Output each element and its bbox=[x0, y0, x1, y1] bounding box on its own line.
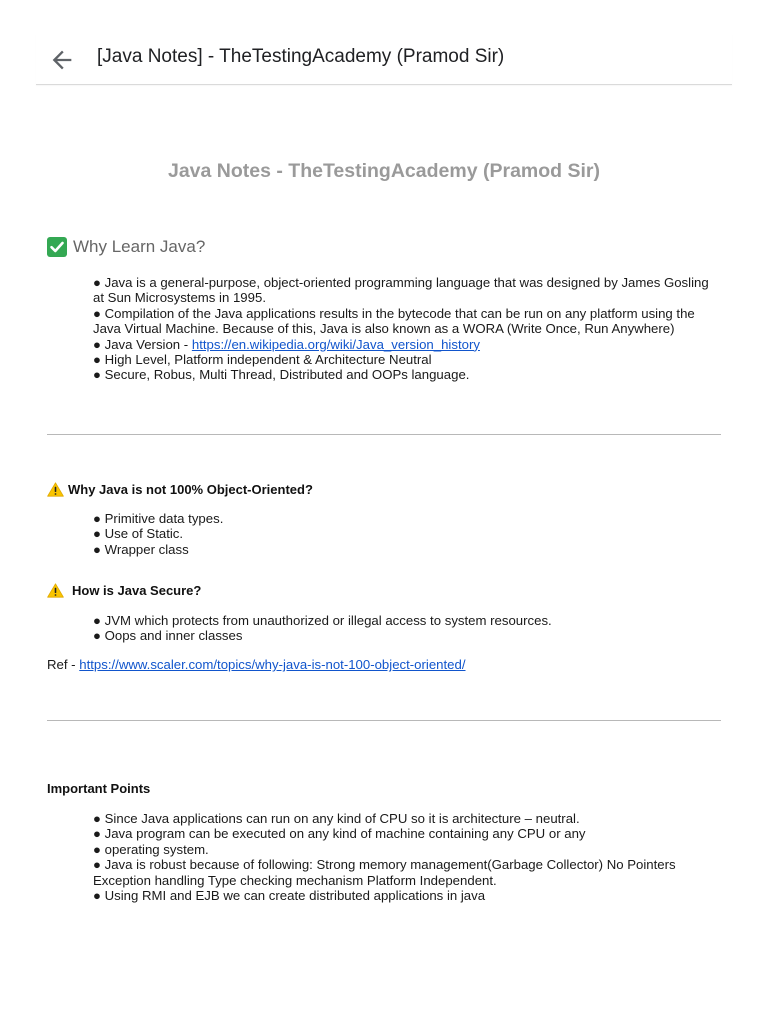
list-item: ● Java is robust because of following: Strong memory management(Garbage Collector) No Pointers Exception handling Type checking mechanism Platform Independent. bbox=[93, 857, 676, 888]
list-item: ● Since Java applications can run on any kind of CPU so it is architecture – neutral. bbox=[93, 811, 580, 826]
app-bar-title: [Java Notes] - TheTestingAcademy (Pramod Sir) bbox=[97, 46, 505, 67]
check-mark-icon bbox=[47, 237, 67, 257]
list-item: ● Java program can be executed on any kind of machine containing any CPU or any bbox=[93, 826, 586, 842]
why-learn-list bbox=[93, 275, 723, 383]
warning-icon bbox=[47, 482, 64, 497]
list-item: ● High Level, Platform independent & Architecture Neutral bbox=[93, 352, 432, 368]
list-item: ● Java is a general-purpose, object-oriented programming language that was designed by James Gosling at Sun Microsystems in 1995. bbox=[93, 275, 709, 306]
reference-prefix: Ref - bbox=[47, 657, 80, 672]
list-item: ● Wrapper class bbox=[93, 541, 189, 557]
back-button[interactable] bbox=[48, 46, 76, 74]
not-oo-heading bbox=[47, 482, 313, 497]
list-item-java-version bbox=[93, 337, 723, 352]
secure-heading-text: How is Java Secure? bbox=[72, 583, 202, 598]
secure-heading bbox=[47, 583, 201, 598]
secure-list bbox=[93, 613, 723, 644]
list-item: ● Oops and inner classes bbox=[93, 628, 243, 644]
why-learn-heading-text: Why Learn Java? bbox=[73, 237, 206, 256]
not-oo-heading-text: Why Java is not 100% Object-Oriented? bbox=[68, 482, 313, 497]
divider bbox=[47, 434, 721, 435]
list-item: ● Compilation of the Java applications results in the bytecode that can be run on any platform using the Java Virtual Machine. Because of this, Java is also known as a WORA (Write Once, Run Anywhere) bbox=[93, 305, 695, 337]
document-title: Java Notes - TheTestingAcademy (Pramod Sir) bbox=[167, 160, 600, 182]
arrow-back-icon bbox=[48, 46, 76, 74]
list-item: ● JVM which protects from unauthorized or illegal access to system resources. bbox=[93, 613, 552, 628]
list-item: ● operating system. bbox=[93, 841, 209, 857]
divider bbox=[47, 720, 721, 721]
important-list bbox=[93, 811, 723, 903]
app-bar bbox=[36, 34, 732, 85]
not-oo-list bbox=[93, 511, 723, 557]
reference-line bbox=[47, 657, 466, 672]
important-heading: Important Points bbox=[47, 781, 151, 796]
reference-link[interactable]: https://www.scaler.com/topics/why-java-is-not-100-object-oriented/ bbox=[79, 657, 466, 672]
list-item: ● Use of Static. bbox=[93, 526, 184, 542]
why-learn-heading bbox=[47, 237, 205, 257]
java-version-link[interactable]: https://en.wikipedia.org/wiki/Java_version_history bbox=[191, 336, 480, 352]
list-item: ● Primitive data types. bbox=[93, 511, 224, 526]
list-item: ● Using RMI and EJB we can create distributed applications in java bbox=[93, 888, 486, 904]
list-item: ● Secure, Robus, Multi Thread, Distributed and OOPs language. bbox=[93, 367, 470, 383]
warning-icon bbox=[47, 583, 64, 598]
java-version-prefix: ● Java Version - bbox=[93, 336, 192, 352]
